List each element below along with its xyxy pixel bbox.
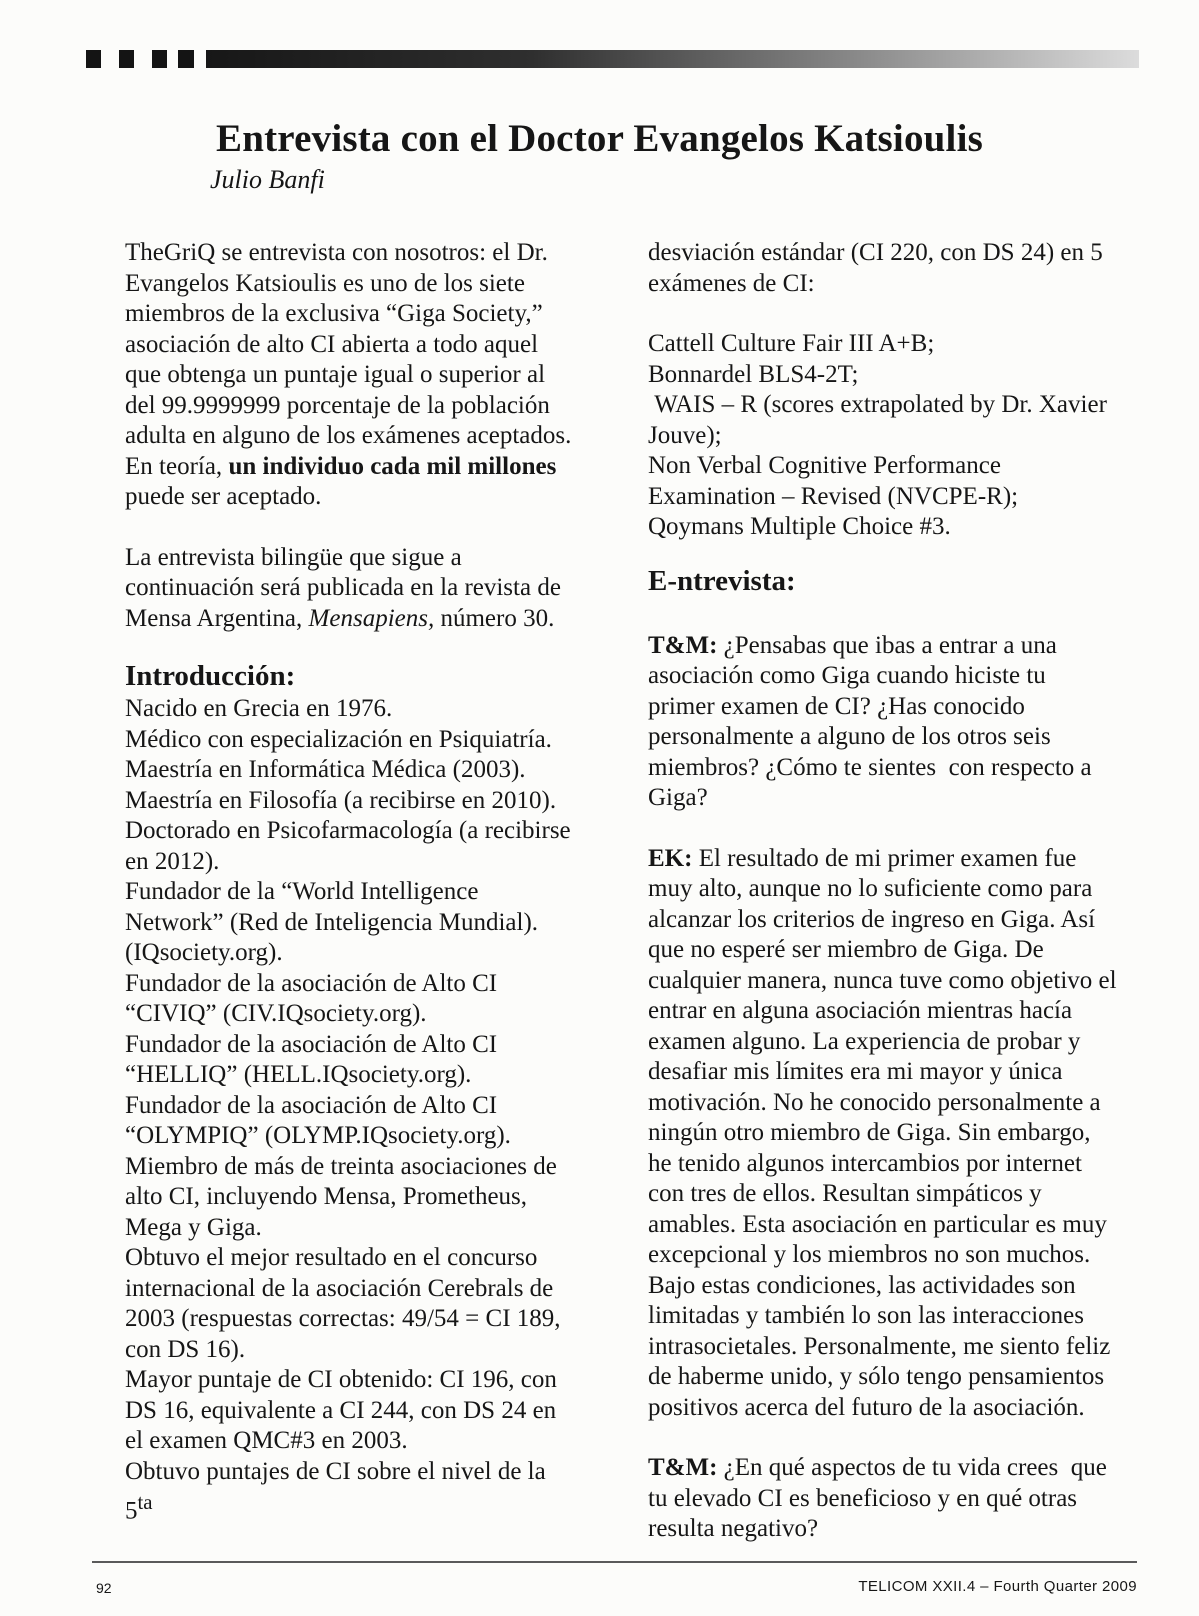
article-title: Entrevista con el Doctor Evangelos Katsioulis: [216, 117, 983, 160]
test-item: Cattell Culture Fair III A+B;: [648, 330, 935, 357]
bio-item: Obtuvo el mejor resultado en el concurso internacional de la asociación Cerebrals de 2003 (respuestas correctas: 49/54 = CI 189, con DS 16).: [125, 1244, 561, 1363]
answer-text: El resultado de mi primer examen fue muy alto, aunque no lo suficiente como para alcanzar los criterios de ingreso en Giga. Así que no esperé ser miembro de Giga. De cualquier manera, nunca tuve como objetivo el entrar en alguna asociación mientras hacía examen alguno. La experiencia de probar y desafiar mis límites era mi mayor y única motivación. No he conocido personalmente a ningún otro miembro de Giga. Sin embargo, he tenido algunos intercambios por internet con tres de ellos. Resultan simpáticos y amables. Esta asociación en particular es muy excepcional y los miembros no son muchos. Bajo estas condiciones, las actividades son limitadas y también lo son las interacciones intrasocietales. Personalmente, me siento feliz de haberme unido, y sólo tengo pensamientos positivos acerca del futuro de la asociación.: [648, 844, 1117, 1421]
header-gradient-bar: [206, 50, 1139, 68]
bio-item: Miembro de más de treinta asociaciones de alto CI, incluyendo Mensa, Prometheus, Mega y Giga.: [125, 1152, 557, 1241]
bio-item: Fundador de la asociación de Alto CI “OLYMPIQ” (OLYMP.IQsociety.org).: [125, 1091, 511, 1149]
article-author: Julio Banfi: [210, 165, 325, 194]
intro-text-end: puede ser aceptado.: [125, 483, 322, 510]
bio-item: Médico con especialización en Psiquiatría.: [125, 725, 552, 753]
ordinal-suffix: ta: [137, 1490, 153, 1514]
answer-1: [648, 844, 1118, 1424]
bio-item: Doctorado en Psicofarmacología (a recibirse en 2012).: [125, 817, 571, 875]
test-item: WAIS – R (scores extrapolated by Dr. Xavier Jouve);: [648, 391, 1114, 449]
header-square-icon: [152, 50, 167, 68]
continued-text: desviación estándar (CI 220, con DS 24) en 5 exámenes de CI:: [648, 239, 1103, 297]
right-column: [648, 238, 1118, 1545]
left-column: [125, 238, 577, 1527]
bio-item: Maestría en Informática Médica (2003).: [125, 756, 526, 783]
intro-bold-text: un individuo cada mil millones: [228, 452, 557, 480]
interviewer-label: T&M:: [648, 631, 718, 659]
note-text-end: número 30.: [434, 604, 555, 632]
interviewee-label: EK:: [648, 844, 693, 872]
header-bar: [86, 50, 1139, 70]
page-number: 92: [96, 1580, 112, 1596]
bio-item: Maestría en Filosofía (a recibirse en 2010).: [125, 786, 557, 814]
test-item: Qoymans Multiple Choice #3.: [648, 513, 951, 540]
bio-item: Fundador de la “World Intelligence Network” (Red de Inteligencia Mundial). (IQsociety.org).: [125, 878, 539, 966]
bio-item: Nacido en Grecia en 1976.: [125, 695, 393, 722]
header-square-icon: [178, 50, 194, 68]
header-square-icon: [86, 50, 101, 68]
publication-note: [125, 543, 577, 635]
question-text: ¿En qué aspectos de tu vida crees que tu elevado CI es beneficioso y en qué otras resulta negativo?: [648, 1454, 1114, 1542]
bio-item: [125, 1457, 577, 1527]
magazine-footer: TELICOM XXII.4 – Fourth Quarter 2009: [858, 1578, 1137, 1595]
bio-last-text: Obtuvo puntajes de CI sobre el nivel de la 5: [125, 1457, 546, 1525]
bio-item: Fundador de la asociación de Alto CI “HELLIQ” (HELL.IQsociety.org).: [125, 1030, 498, 1088]
header-square-icon: [119, 50, 134, 68]
test-item: Bonnardel BLS4-2T;: [648, 360, 859, 388]
bio-item: Fundador de la asociación de Alto CI “CIVIQ” (CIV.IQsociety.org).: [125, 969, 498, 1027]
question-2: [648, 1453, 1118, 1545]
footer-rule: [92, 1561, 1137, 1563]
question-1: [648, 631, 1118, 814]
interview-heading: E-ntrevista:: [648, 564, 796, 597]
note-text: La entrevista bilingüe que sigue a continuación será publicada en la revista de Mensa Argentina,: [125, 543, 561, 632]
question-text: ¿Pensabas que ibas a entrar a una asociación como Giga cuando hiciste tu primer examen de CI? ¿Has conocido personalmente a alguno de los otros seis miembros? ¿Cómo te sientes con respecto a Giga?: [648, 631, 1098, 811]
intro-text: TheGriQ se entrevista con nosotros: el Dr. Evangelos Katsioulis es uno de los siete miembros de la exclusiva “Giga Society,” asociación de alto CI abierta a todo aquel que obtenga un puntaje igual o superior al del 99.9999999 porcentaje de la población adulta en alguno de los exámenes aceptados. En teoría,: [125, 239, 572, 480]
bio-item: Mayor puntaje de CI obtenido: CI 196, con DS 16, equivalente a CI 244, con DS 24 en el examen QMC#3 en 2003.: [125, 1366, 557, 1454]
magazine-name: Mensapiens,: [308, 604, 435, 632]
test-item: Non Verbal Cognitive Performance Examination – Revised (NVCPE-R);: [648, 452, 1019, 510]
interviewer-label: T&M:: [648, 1454, 718, 1481]
intro-heading: Introducción:: [125, 660, 296, 692]
intro-paragraph: [125, 238, 577, 513]
